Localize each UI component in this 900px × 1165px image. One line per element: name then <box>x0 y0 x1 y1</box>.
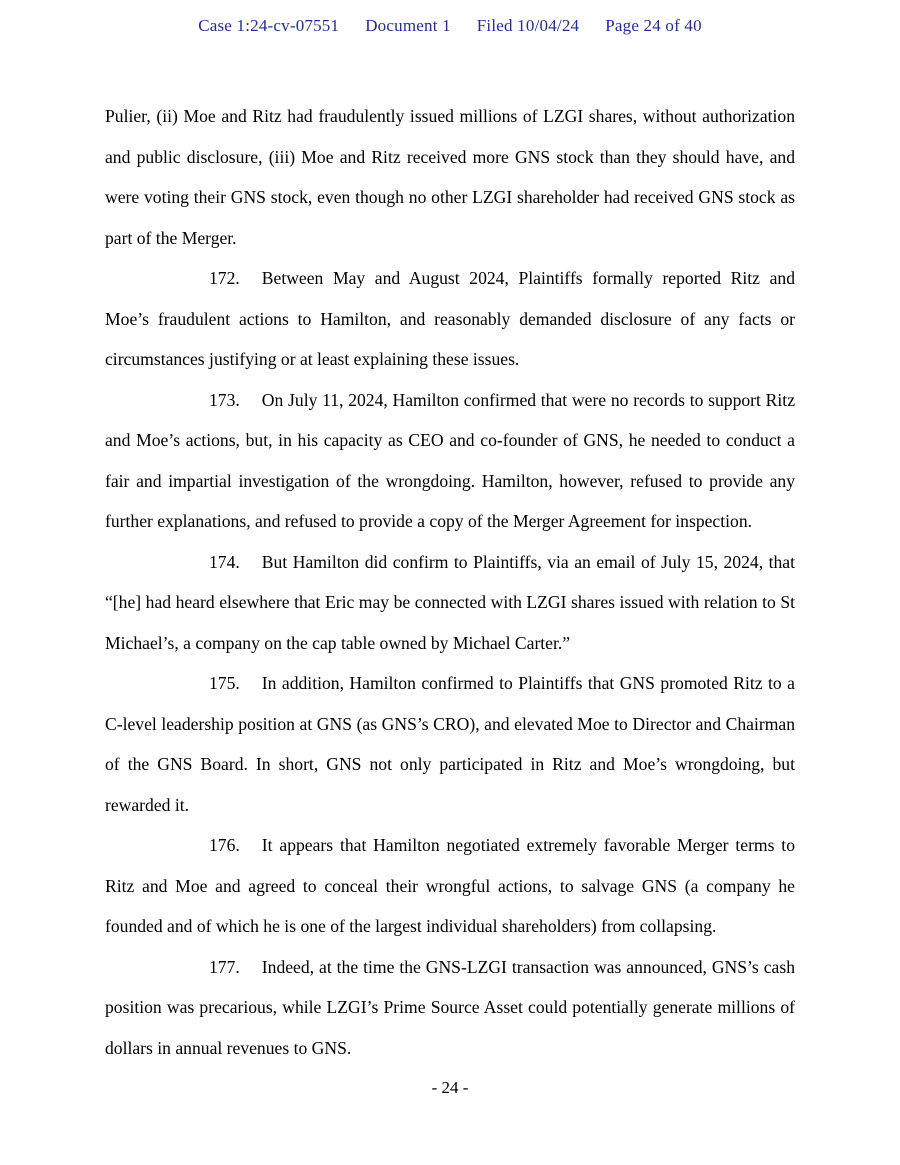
paragraph-text: Pulier, (ii) Moe and Ritz had fraudulently issued millions of LZGI shares, without authorization and public disclosure, (iii) Moe and Ritz received more GNS stock than they should have, and were voting their GNS stock, even though no other LZGI shareholder had received GNS stock as part of the Merger. <box>105 106 795 248</box>
header-document-number: Document 1 <box>365 16 451 35</box>
paragraph-173 <box>105 380 795 542</box>
paragraph-177 <box>105 947 795 1069</box>
paragraph-text: But Hamilton did confirm to Plaintiffs, via an email of July 15, 2024, that “[he] had heard elsewhere that Eric may be connected with LZGI shares issued with relation to St Michael’s, a company on the cap table owned by Michael Carter.” <box>105 551 795 653</box>
header-filed-date: Filed 10/04/24 <box>476 16 580 35</box>
paragraph-176 <box>105 825 795 947</box>
paragraph-continuation <box>105 96 795 258</box>
paragraph-number: 175. <box>209 673 240 693</box>
header-case-number: Case 1:24-cv-07551 <box>198 16 340 35</box>
document-body <box>105 96 795 1068</box>
paragraph-text: Between May and August 2024, Plaintiffs formally reported Ritz and Moe’s fraudulent actions to Hamilton, and reasonably demanded disclosure of any facts or circumstances justifying or at least explaining these issues. <box>105 268 795 369</box>
paragraph-174 <box>105 542 795 664</box>
paragraph-number: 176. <box>209 835 240 855</box>
paragraph-number: 177. <box>209 956 240 977</box>
paragraph-text: In addition, Hamilton confirmed to Plaintiffs that GNS promoted Ritz to a C-level leadership position at GNS (as GNS’s CRO), and elevated Moe to Director and Chairman of the GNS Board. In short, GNS not only participated in Ritz and Moe’s wrongdoing, but rewarded it. <box>105 673 795 815</box>
ecf-header-stamp <box>0 16 900 36</box>
paragraph-text: Indeed, at the time the GNS-LZGI transaction was announced, GNS’s cash position was precarious, while LZGI’s Prime Source Asset could potentially generate millions of dollars in annual revenues to GNS. <box>105 956 795 1058</box>
page-footer-number: - 24 - <box>431 1078 469 1097</box>
paragraph-text: It appears that Hamilton negotiated extremely favorable Merger terms to Ritz and Moe and agreed to conceal their wrongful actions, to salvage GNS (a company he founded and of which he is one of the largest individual shareholders) from collapsing. <box>105 835 795 936</box>
paragraph-number: 172. <box>209 268 240 288</box>
paragraph-text: On July 11, 2024, Hamilton confirmed that were no records to support Ritz and Moe’s actions, but, in his capacity as CEO and co-founder of GNS, he needed to conduct a fair and impartial investigation of the wrongdoing. Hamilton, however, refused to provide any further explanations, and refused to provide a copy of the Merger Agreement for inspection. <box>105 389 795 531</box>
header-page-number: Page 24 of 40 <box>605 16 702 35</box>
paragraph-number: 174. <box>209 551 240 572</box>
paragraph-number: 173. <box>209 389 240 410</box>
paragraph-175 <box>105 663 795 825</box>
paragraph-172 <box>105 258 795 380</box>
